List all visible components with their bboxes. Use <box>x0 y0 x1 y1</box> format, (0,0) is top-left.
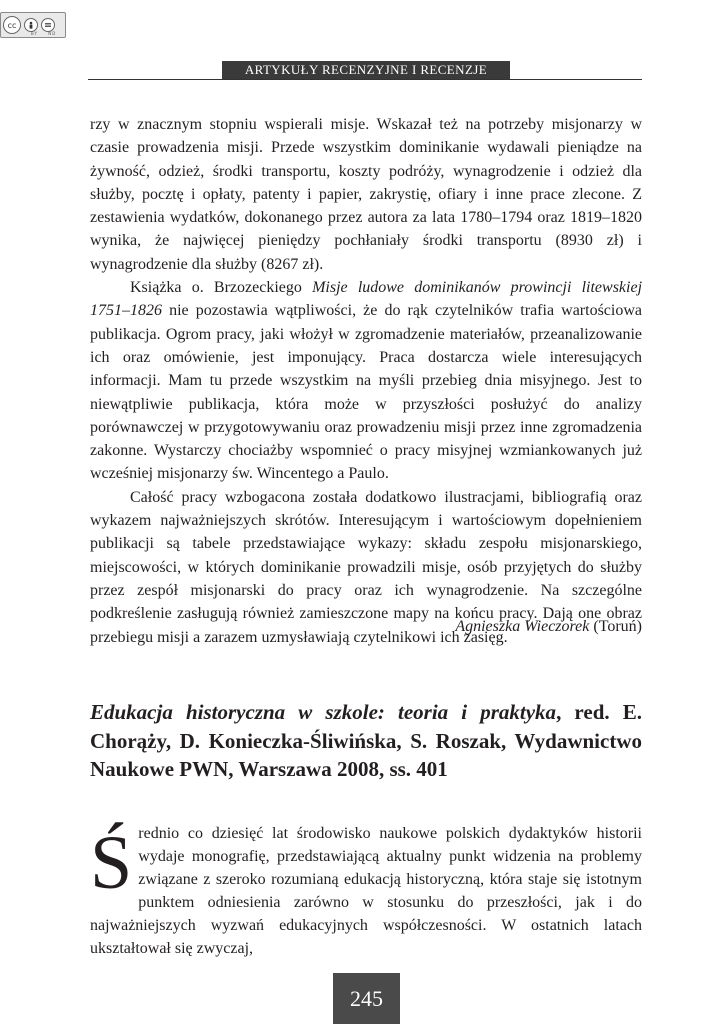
reviewer-name: Agnieszka Wieczorek <box>455 618 590 635</box>
reviewer-city: (Toruń) <box>593 618 642 635</box>
review-heading <box>90 698 642 784</box>
paragraph-text: nie pozostawia wątpliwości, że do rąk czytelników trafia wartościowa publikacja. Ogrom pracy, jaki włożył w zgromadzenie materiałów, przeanalizowanie ich oraz omówienie, jest imponujący. Praca dostarcza wiele interesujących informacji. Mam tu przede wszystkim na myśli przebieg dnia misyjnego. Jest to niewątpliwie publikacja, która może w przyszłości posłużyć do analizy porównawczej w przygotowywaniu oraz prowadzeniu misji przez inne zgromadzenia zakonne. Wystarczy chociażby wspomnieć o pracy misyjnej wzmiankowanych już wcześniej misjonarzy św. Wincentego a Paulo. <box>90 302 642 483</box>
paragraph: Całość pracy wzbogacona została dodatkowo ilustracjami, bibliografią oraz wykazem najważniejszych skrótów. Interesującym i wartościowym dopełnieniem publikacji są tabele przedstawiające wykazy: składu zespołu misjonarskiego, miejscowości, w których dominikanie prowadzili misje, osób przyjętych do służby przez zespół misjonarski do pracy oraz ich wynagrodzenie. Na szczególne podkreślenie zasługują również zamieszczone mapy na końcu pracy. Dają one obraz przebiegu misji a zarazem uzmysławiają czytelnikowi ich zasięg. <box>90 488 642 646</box>
reviewed-book-title: Edukacja historyczna w szkole: teoria i praktyka <box>90 700 557 724</box>
new-review-text <box>90 822 642 960</box>
header-rule <box>88 79 642 80</box>
paragraph-text: Książka o. Brzozeckiego <box>130 279 313 297</box>
by-label: BY <box>31 31 38 36</box>
creative-commons-license-badge[interactable] <box>0 12 66 38</box>
attribution-icon <box>24 18 38 32</box>
paragraph: rzy w znacznym stopniu wspierali misje. Wskazał też na potrzeby misjonarzy w czasie prowadzenia misji. Przede wszystkim dominikanie wydawali pieniądze na żywność, odzież, środki transportu, koszty podróży, wynagrodzenie i odzież dla służby, pocztę i opłaty, patenty i papier, zakrystię, ofiary i inne prace zlecone. Z zestawienia wydatków, dokonanego przez autora za lata 1780–1794 oraz 1819–1820 wynika, że najwięcej pieniędzy pochłaniały środki transportu (8930 zł) i wynagrodzenie dla służby (8267 zł). <box>90 116 642 273</box>
page-number: 245 <box>333 973 400 1024</box>
drop-cap: Ś <box>90 821 133 905</box>
nd-label: ND <box>48 31 57 36</box>
book-title-italic: Misje ludowe dominikanów prowincji litewskiej 1751–1826 <box>90 279 643 320</box>
license-labels <box>31 31 56 36</box>
no-derivatives-icon <box>41 18 55 32</box>
review-body-text: rednio co dziesięć lat środowisko naukowe polskich dydaktyków historii wydaje monografię, przedstawiającą aktualny punkt widzenia na problemy związane z szeroko rozumianą edukacją historyczną, która staje się istotnym punktem odniesienia zarówno w stosunku do przeszłości, jak i do najważniejszych wyzwań edukacyjnych współczesności. W ostatnich latach ukształtował się zwyczaj, <box>90 825 642 957</box>
cc-icon: cc <box>3 16 21 34</box>
reviewer-signature <box>90 618 642 636</box>
previous-review-text <box>90 113 642 649</box>
reviewed-book-details: , red. E. Chorąży, D. Konieczka-Śliwińska, S. Roszak, Wydawnictwo Naukowe PWN, Warszawa 2008, ss. 401 <box>90 700 642 781</box>
paragraph <box>90 276 642 486</box>
running-header: ARTYKUŁY RECENZYJNE I RECENZJE <box>222 61 510 79</box>
